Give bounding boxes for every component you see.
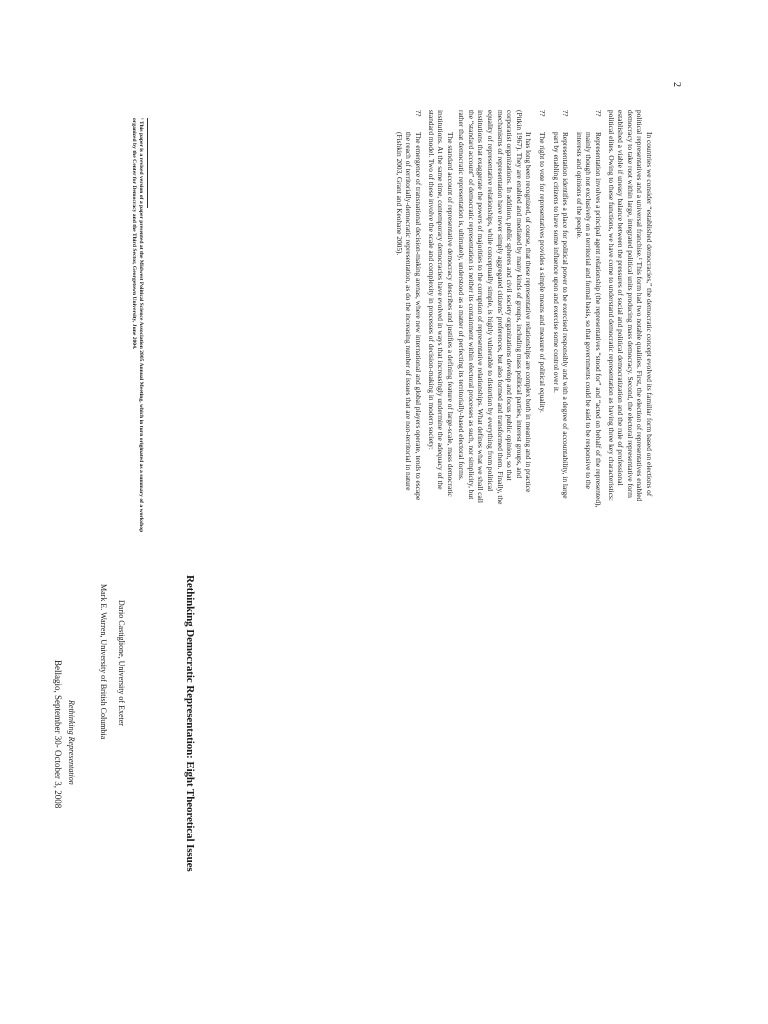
bullet-mark: ??: [561, 110, 571, 117]
dateline: Bellagio, September 30- October 3, 2008: [53, 660, 63, 809]
bullet-text: Representation involves a principal agent relationship (the representatives “stood for” and “acted on behalf of the represented), mainly though not exclusively on a territorial and formal basis, so that governments could be said to be responsive to the interests and opinions of the people.: [574, 132, 604, 508]
intro-paragraph: In countries we consider “established democracies,” the democratic concept evolved its familiar form based on elections of political representatives and a universal franchise.¹ This form had two notable qualities. First, the election of representatives enabled democracy to take root within large, integrated political units producing mass democracy. Second, the electoral representative form established a viable if uneasy balance between the pressures of social and political democratization and the rule of professional political elites. Owing to these functions, we have come to understand democratic representation as having three key characteristics:: [606, 110, 654, 502]
page-number: 2: [671, 82, 682, 87]
bullet-item: [551, 110, 570, 510]
bullet-item: [394, 110, 423, 510]
footnote-rule: [147, 118, 148, 208]
bullet-item: [537, 110, 547, 510]
bullet-text: The emergence of transnational decision-making arenas, where new international and global players operate, tends to escape the reach of territorially-democratic representation, as do the increasing number of issues that are non-territorial in nature (Fishkin 2003, Grant and Keohane 2005).: [394, 132, 423, 501]
footnote: [130, 118, 148, 538]
bullet-text: The right to vote for representatives provides a simple means and measure of political equality.: [538, 132, 548, 413]
bullet-text: Representation identifies a place for political power to be exercised responsibly and with a degree of accountability, in large part by enabling citizens to have some influence upon and exercise some control over it.: [551, 132, 571, 499]
footnote-marker: ¹: [138, 118, 144, 120]
running-head: Rethinking Representation: [67, 700, 76, 785]
bullet-mark: ??: [594, 110, 604, 117]
body-paragraph: The standard account of representative democracy describes and justifies a defining feature of large-scale, mass democratic institutions. At the same time, contemporary democracies have evolved in ways that increasingly undermine the adequacy of the standard model. Two of these involve the scale and complexity in processes of decision-making in modern society:: [426, 110, 455, 497]
bullet-mark: ??: [538, 110, 548, 117]
bullet-mark: ??: [413, 110, 423, 117]
bullet-item: [574, 110, 603, 510]
paper-title: Rethinking Democratic Representation: Eight Theoretical Issues: [184, 575, 196, 872]
body-paragraph: It has long been recognized, of course, that these representative relationships are complex both in meaning and in practice (Pitkin 1967). They are enabled and mediated by many kinds of groups, including mass political parties, interest groups, and corporatist organizations. In addition, public spheres and civil society organizations develop and focus public opinion, so that mechanisms of representation have never simply aggregated citizens’ preferences, but also formed and transformed them. Finally, the equality of representative relationships, while conceptually simple, is highly vulnerable to distortion by everything from political institutions that exaggerate the powers of majorities to the corruption of representative relationships. What defines what we shall call the “standard account” of democratic representation is neither its containment within electoral processes as such, nor simplicity, but rather that democratic representation is, ultimately, understood as a matter of perfecting its territorially-based electoral forms.: [457, 110, 534, 505]
footnote-text: This paper is a revised version of a paper presented at the Midwest Political Science Association 2005 Annual Meeting, which in turn originated as a summary of a workshop organized by the Center for Democracy and the Third Sector, Georgetown University, June 2004.: [131, 118, 144, 533]
author-line: Mark E. Warren, University of British Columbia: [99, 584, 108, 740]
author-line: Dario Castiglione, University of Exeter: [117, 600, 126, 726]
body-text-column: [390, 110, 654, 510]
